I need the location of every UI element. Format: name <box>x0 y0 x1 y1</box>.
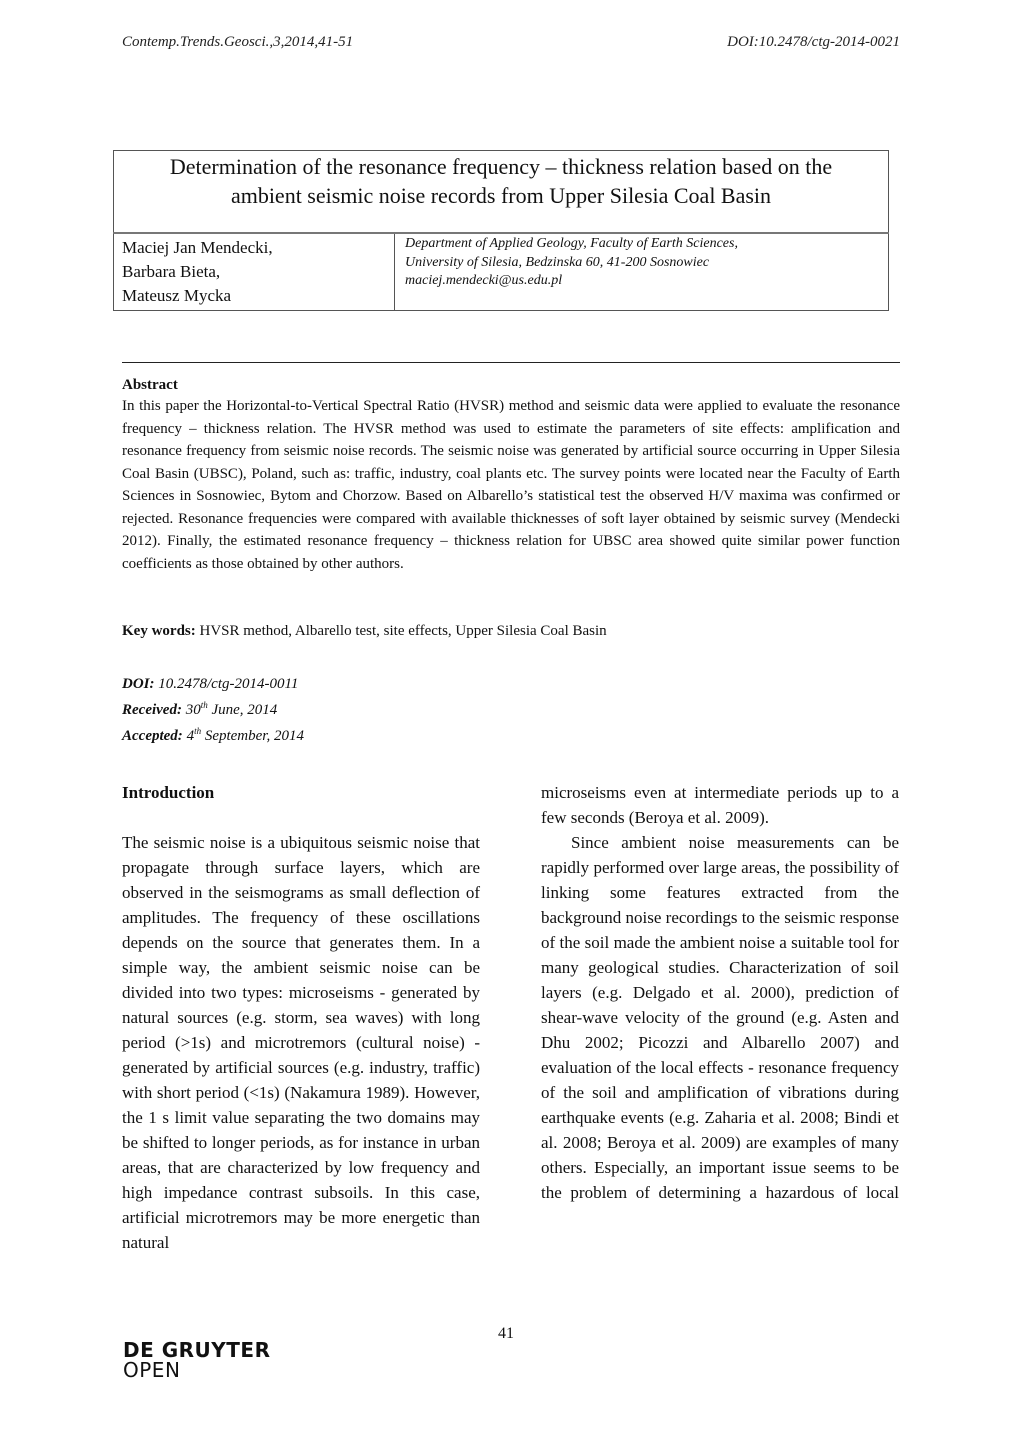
accepted-label: Accepted: <box>122 728 183 744</box>
title-block <box>113 150 889 311</box>
publisher-subname: OPEN <box>123 1358 181 1382</box>
received-suffix: th <box>200 700 208 710</box>
author: Mateusz Mycka <box>122 286 232 305</box>
received-date <box>122 695 304 721</box>
header-doi: DOI:10.2478/ctg-2014-0021 <box>727 34 900 50</box>
abstract-text: In this paper the Horizontal-to-Vertical Spectral Ratio (HVSR) method and seismic data were applied to evaluate the resonance frequency – thickness relation. The HVSR method was used to estimate the parameters of site effects: amplification and resonance frequency from seismic noise records. The seismic noise was generated by artificial source occurring in Upper Silesia Coal Basin (UBSC), Poland, such as: traffic, industry, coal plants etc. The survey points were located near the Faculty of Earth Sciences in Sosnowiec, Bytom and Chorzow. Based on Albarello’s statistical test the observed H/V maxima was confirmed or rejected. Resonance frequencies were compared with available thicknesses of soft layer obtained by seismic survey (Mendecki 2012). Finally, the estimated resonance frequency – thickness relation for UBSC area showed quite similar power function coefficients as those obtained by other authors. <box>122 398 900 572</box>
section-heading-introduction: Introduction <box>122 783 215 802</box>
title-line: Determination of the resonance frequency – thickness relation based on the <box>169 154 833 179</box>
body-column-left <box>122 780 480 1255</box>
publisher-logo <box>123 1340 270 1380</box>
accepted-day: 4 <box>182 728 195 744</box>
title-line: ambient seismic noise records from Upper Silesia Coal Basin <box>230 183 772 208</box>
abstract <box>122 375 900 575</box>
section-divider <box>122 362 900 363</box>
paper-title <box>114 151 889 234</box>
affiliation-line: University of Silesia, Bedzinska 60, 41-200 Sosnowiec <box>405 254 710 270</box>
keywords-value: HVSR method, Albarello test, site effects, Upper Silesia Coal Basin <box>195 623 607 639</box>
body-paragraph: Since ambient noise measurements can be rapidly performed over large areas, the possibility of linking some features extracted from the background noise recordings to the seismic response of the soil made the ambient noise a suitable tool for many geological studies. Characterization of soil layers (e.g. Delgado et al. 2000), prediction of shear-wave velocity of the ground (e.g. Asten and Dhu 2002; Picozzi and Albarello 2007) and evaluation of the local effects - resonance frequency of the soil and amplification of vibrations during earthquake events (e.g. Zaharia et al. 2008; Bindi et al. 2008; Beroya et al. 2009) are examples of many others. Especially, an important issue seems to be the problem of determining a hazardous of local <box>541 833 899 1202</box>
article-meta <box>122 674 304 747</box>
keywords-label: Key words: <box>122 623 196 639</box>
accepted-rest: September, 2014 <box>201 728 304 744</box>
body-paragraph: The seismic noise is a ubiquitous seismic noise that propagate through surface layers, which are observed in the seismograms as small deflection of amplitudes. The frequency of these oscillations depends on the source that generates them. In a simple way, the ambient seismic noise can be divided into two types: microseisms - generated by natural sources (e.g. storm, sea waves) with long period (>1s) and microtremors (cultural noise) - generated by artificial sources (e.g. industry, traffic) with short period (<1s) (Nakamura 1989). However, the 1 s limit value separating the two domains may be shifted to longer periods, as for instance in urban areas, that are characterized by low frequency and high impedance contrast subsoils. In this case, artificial microtremors may be more energetic than natural <box>122 833 480 1252</box>
body-paragraph: microseisms even at intermediate periods up to a few seconds (Beroya et al. 2009). <box>541 783 899 827</box>
journal-citation: Contemp.Trends.Geosci.,3,2014,41-51 <box>122 34 354 50</box>
author: Barbara Bieta, <box>122 262 221 281</box>
author-email[interactable]: maciej.mendecki@us.edu.pl <box>405 273 563 288</box>
received-day: 30 <box>181 702 201 718</box>
running-head <box>122 34 900 51</box>
accepted-date <box>122 721 304 747</box>
affiliation-line: Department of Applied Geology, Faculty of Earth Sciences, <box>405 236 738 251</box>
affiliation <box>395 233 889 311</box>
received-rest: June, 2014 <box>207 702 278 718</box>
abstract-heading: Abstract <box>122 377 178 393</box>
accepted-suffix: th <box>194 726 202 736</box>
publisher-name: DE GRUYTER <box>123 1338 271 1362</box>
received-label: Received: <box>122 702 182 718</box>
doi-value[interactable]: 10.2478/ctg-2014-0011 <box>154 676 299 692</box>
body-column-right <box>541 780 899 1205</box>
keywords <box>122 623 607 640</box>
page-number: 41 <box>498 1325 514 1342</box>
article-doi <box>122 674 304 695</box>
author-list <box>114 233 395 311</box>
author: Maciej Jan Mendecki, <box>122 238 273 257</box>
doi-label: DOI: <box>122 676 155 692</box>
